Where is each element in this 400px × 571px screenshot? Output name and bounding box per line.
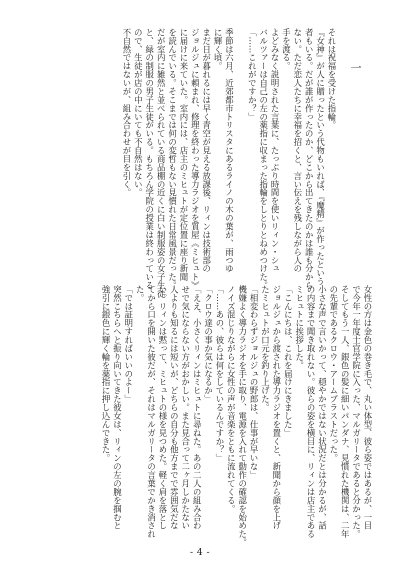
text-line: い。リィンは黙って、ミヒュトの様を見つめた。軽く肩を落とし [157, 285, 168, 530]
text-line: と、緑の制服の男子生徒がいる。もちろん学院の授業は終わっている [144, 28, 155, 290]
text-line: 小さな声で言いかって、穏やかではない状況だとは分かるが、話 [317, 285, 328, 530]
text-line: 突然こちらへと振り向いてきた彼女は、リィンの左の腕を掴むと [112, 285, 123, 530]
upper-text-block [40, 28, 337, 299]
text-line: 「では証明すればいいのよー」 [123, 285, 134, 404]
text-line: せで気にならない方がおかしい。また見合って二ヶ月しかたない [180, 285, 191, 530]
text-line: それは祝福を受けた指輪。 [327, 28, 337, 130]
text-line: そしてもう一人、銀色の髪に細いパンダナ、見慣れた機関は、二年 [340, 285, 351, 539]
text-line: だが室内に雑然と並べられている商品棚の近くに白い制服姿の女子生徒 [156, 28, 167, 299]
text-line: たミヒュトが口元を釣り上げた。 [260, 285, 271, 412]
text-line: ノイズ混じりながらに女性の声が音楽をともに流れてくる。 [226, 285, 237, 513]
text-line: よどみなく説明された言葉に、たっぷり時間を使いリィン・シュ [270, 28, 281, 273]
text-line: 人よりも知るには短いが、どちらの自分も他方までで雰囲気だな [169, 285, 180, 530]
text-line: た。 [135, 285, 146, 302]
text-line: 「……あの、彼らは何をしているんですか？」 [214, 285, 225, 463]
text-line: 強引に銀色に輝く輪を薬指に押し込んできた。 [101, 285, 112, 463]
text-line: ミヒュトに挨拶した。 [294, 285, 305, 370]
text-line: の先輩であるクロウ・アームブラストだった。 [328, 285, 339, 463]
text-line: 手を渡る。 [281, 28, 292, 71]
text-line: 『女神』が人に贈ったという代物もいれば、『魔精』が作ったという [315, 28, 326, 286]
text-line: 「クロウ達の事か気になるか」 [203, 285, 214, 404]
text-line: 女性の方は金色の巻き毛で、丸い体型、彼ら姿ではあるが、一目 [363, 285, 373, 530]
text-line: 「相変わらずジョルジュの野郎は、仕事が早いな」 [249, 285, 260, 480]
text-line: に輝く頃。 [213, 28, 224, 71]
text-line: ので、生徒が店の中にいても不自然はない。 [133, 28, 144, 197]
lower-text-block [30, 285, 373, 547]
text-line: 機嫌よく導力ラジオを手に取り、電源を入れて動作の確認を始めた。 [237, 285, 248, 547]
text-line: バルツァーは自己の左の薬指に収まった指輪をしとりとねめつけた。 [258, 28, 269, 290]
text-line: 季節は六月、近郊都市トリスタにあるライノの木の葉が、雨つゆ [224, 28, 235, 273]
text-line: 「ええ、小さくリィンはミヒュトに尋ねた。あの二人の組み合わ [192, 285, 203, 530]
text-line: てから口を開いた彼だが、それはマルガリータの言葉でかき消され [146, 285, 157, 539]
text-line: の内容まで聞き取れない。彼らの姿を横目に、リィンは店主である [306, 285, 317, 539]
text-line: ジョルジュに頼まれ、修理を終わった導力ラジオを質屋《ミヒュト》 [190, 28, 201, 290]
page-number: - 4 - [189, 548, 211, 558]
text-line: 者もいる。だが誰が作ったのか、どこから出てきたのかは誰も分から [304, 28, 315, 290]
text-line: 不自然ではないが、組み合わせが目を引く。 [121, 28, 132, 197]
text-line: まだ日が暮れるには早く青空が見える放課後、リィンは技術部の [201, 28, 212, 273]
text-line: ない。ただ恋人たちに幸福を招くと、言い伝えを残しながら人の [292, 28, 303, 273]
text-line: 「こんにちは、これを届けにきました」 [283, 285, 294, 437]
text-line: 「……これがですか？」 [247, 28, 258, 121]
chapter-number: 一 [349, 62, 362, 73]
text-line: に届けに来ていた。室内には、店主のミヒュトが定位置に座り新聞 [178, 28, 189, 282]
text-line: を読んでいる。そこまでは何の変哲もない見慣れた日常風景だった。 [167, 28, 178, 290]
text-line: で今年一年度士官学院に入った、マルガリータであると分かった。 [351, 285, 362, 539]
text-line: ジョルジュから渡された導力ラジオを置くと、新聞から顔を上げ [271, 285, 282, 530]
